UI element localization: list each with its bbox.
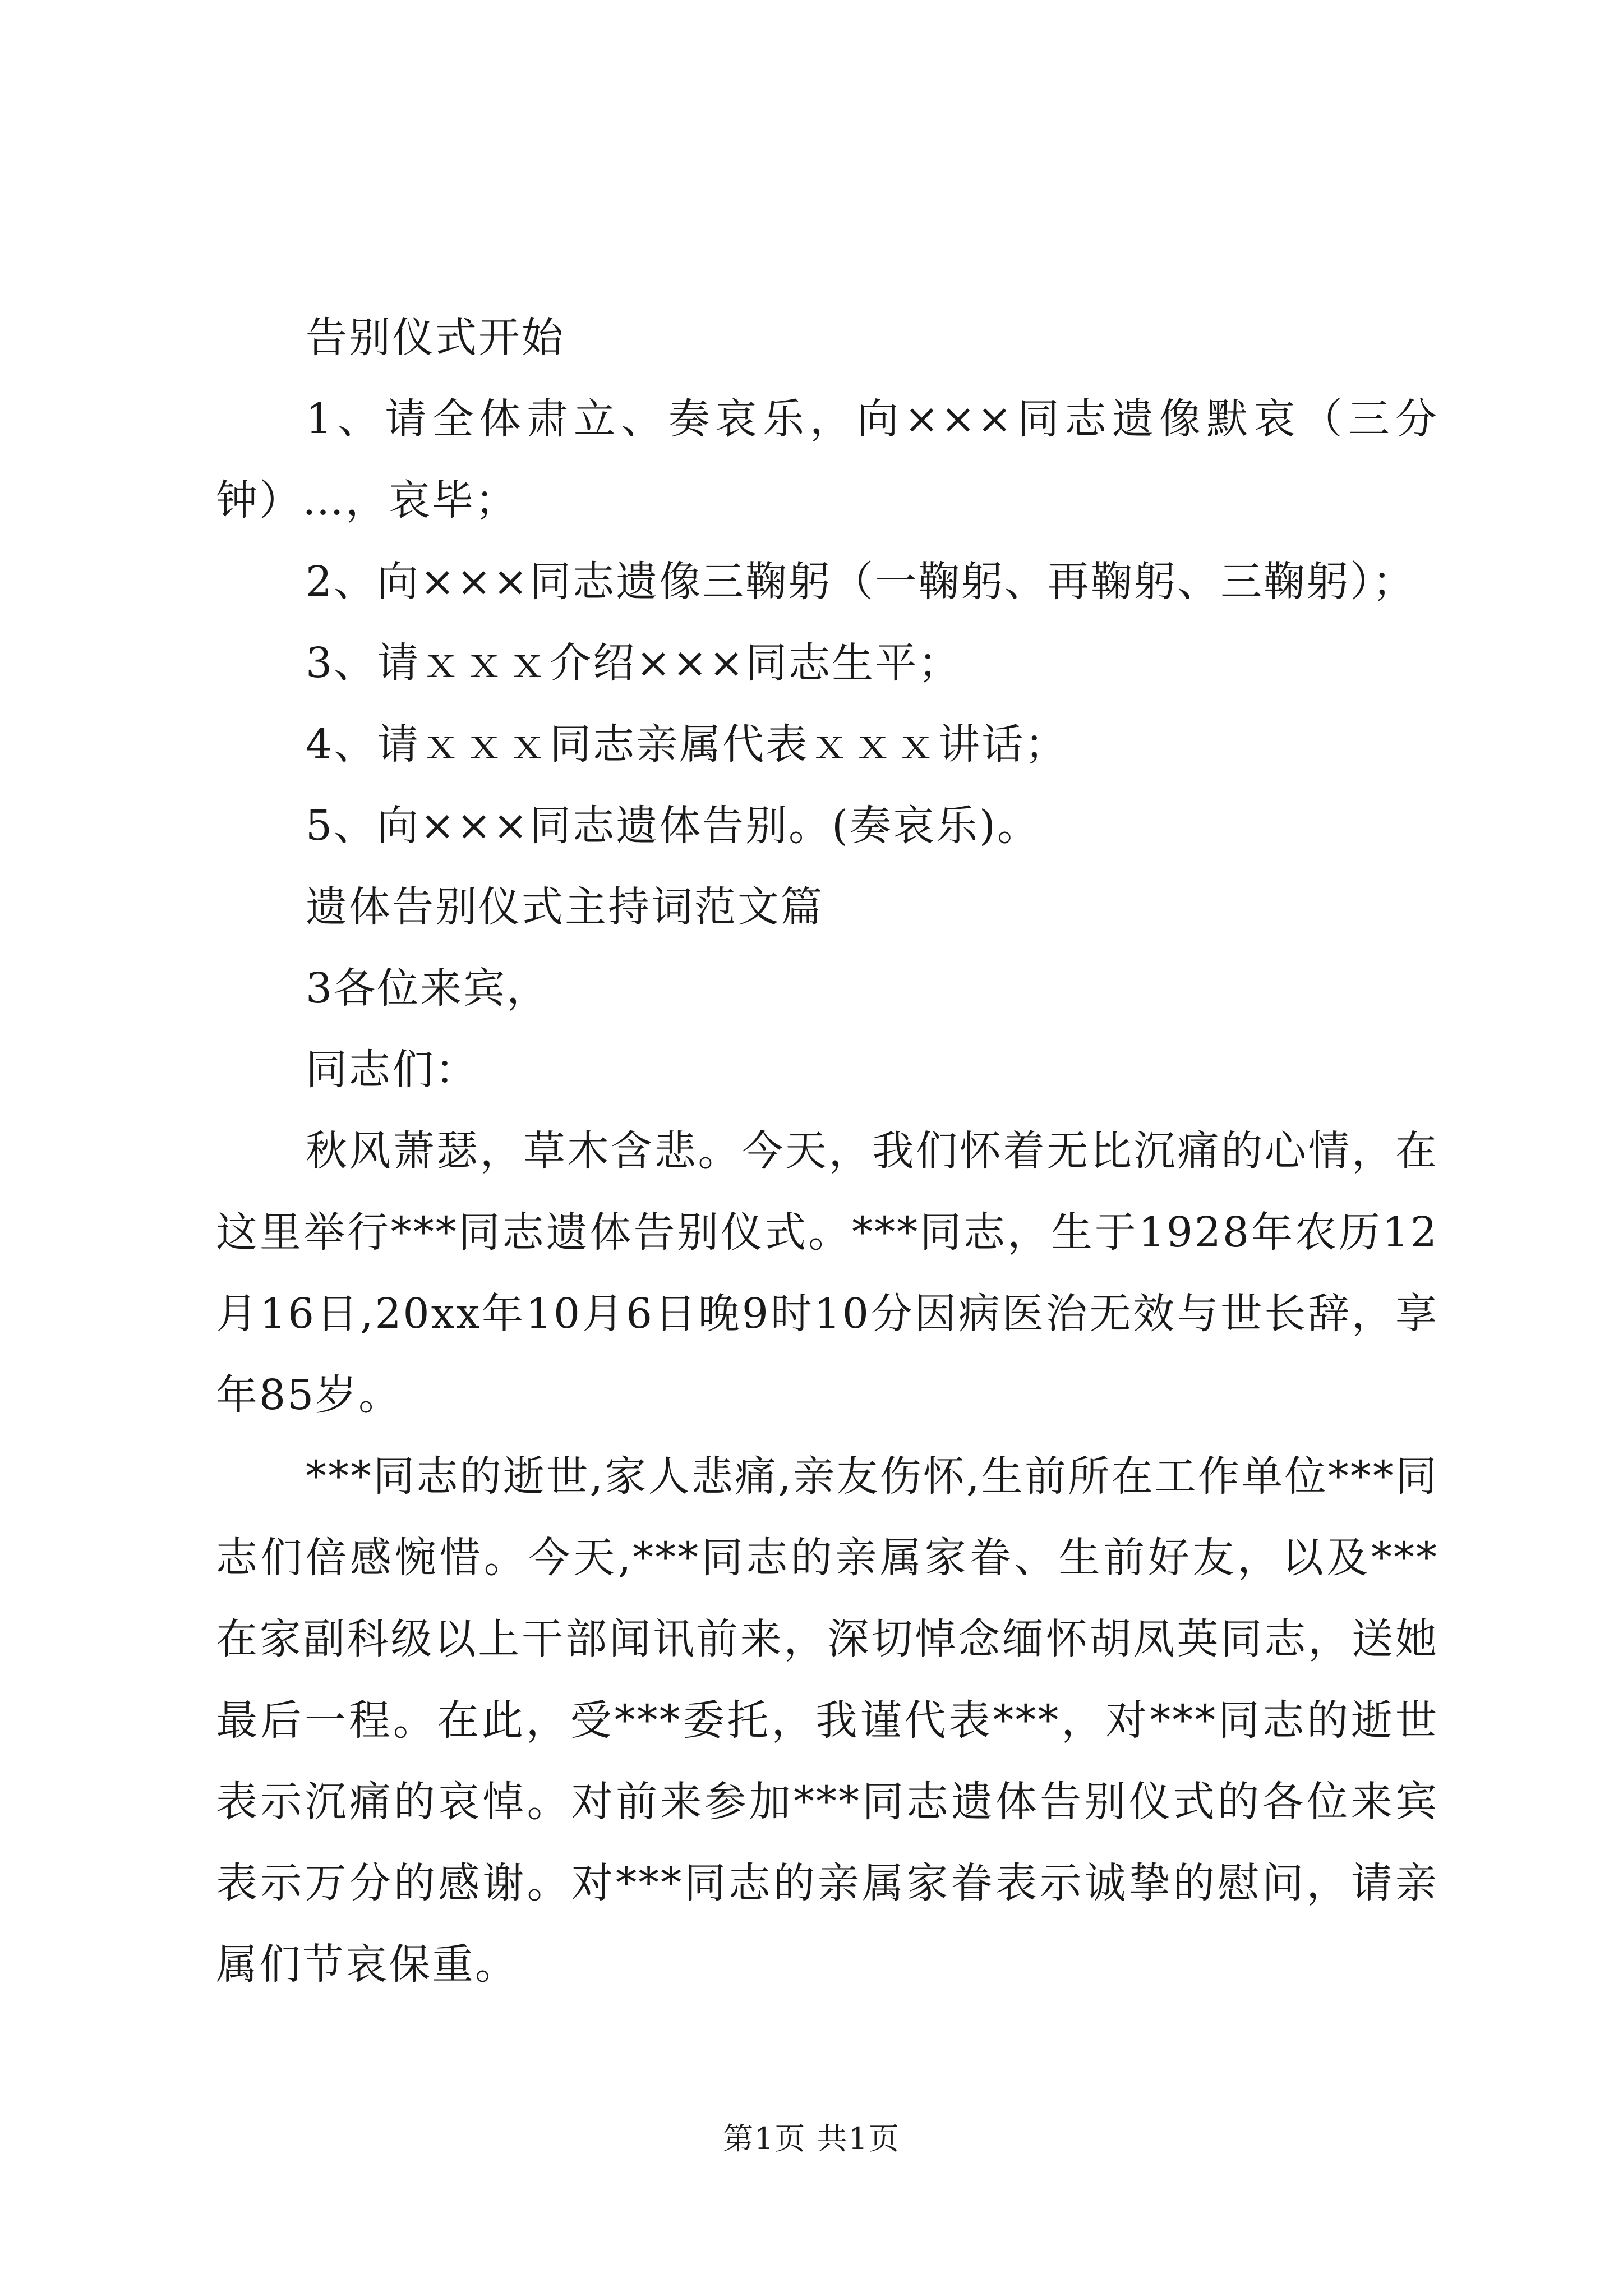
page-number-footer: 第1页 共1页 [723, 2121, 900, 2156]
list-item-3: 3、请ｘｘｘ介绍×××同志生平； [306, 639, 962, 687]
list-item-4: 4、请ｘｘｘ同志亲属代表ｘｘｘ讲话； [306, 720, 1068, 769]
list-item-1: 1、请全体肃立、奏哀乐，向×××同志遗像默哀（三分钟）…，哀毕； [216, 395, 1438, 524]
list-item-2: 2、向×××同志遗像三鞠躬（一鞠躬、再鞠躬、三鞠躬）； [306, 558, 1416, 606]
heading-ceremony-start: 告别仪式开始 [306, 314, 565, 362]
list-item-5: 5、向×××同志遗体告别。(奏哀乐)。 [306, 802, 1040, 850]
body-paragraph-1: 秋风萧瑟，草木含悲。今天，我们怀着无比沉痛的心情，在这里举行***同志遗体告别仪式。***同志，生于1928年农历12月16日,20xx年10月6日晚9时10分因病医治无效与世长辞，享年85岁。 [216, 1127, 1438, 1419]
section-title: 遗体告别仪式主持词范文篇 [306, 883, 824, 931]
salutation-guests: 3各位来宾， [306, 964, 550, 1013]
document-body [216, 297, 1438, 2005]
body-paragraph-2: ***同志的逝世,家人悲痛,亲友伤怀,生前所在工作单位***同志们倍感惋惜。今天,***同志的亲属家眷、生前好友，以及***在家副科级以上干部闻讯前来，深切悼念缅怀胡凤英同志，送她最后一程。在此，受***委托，我谨代表***，对***同志的逝世表示沉痛的哀悼。对前来参加***同志遗体告别仪式的各位来宾表示万分的感谢。对***同志的亲属家眷表示诚挚的慰问，请亲属们节哀保重。 [216, 1452, 1438, 1989]
salutation-comrades: 同志们： [306, 1046, 478, 1094]
